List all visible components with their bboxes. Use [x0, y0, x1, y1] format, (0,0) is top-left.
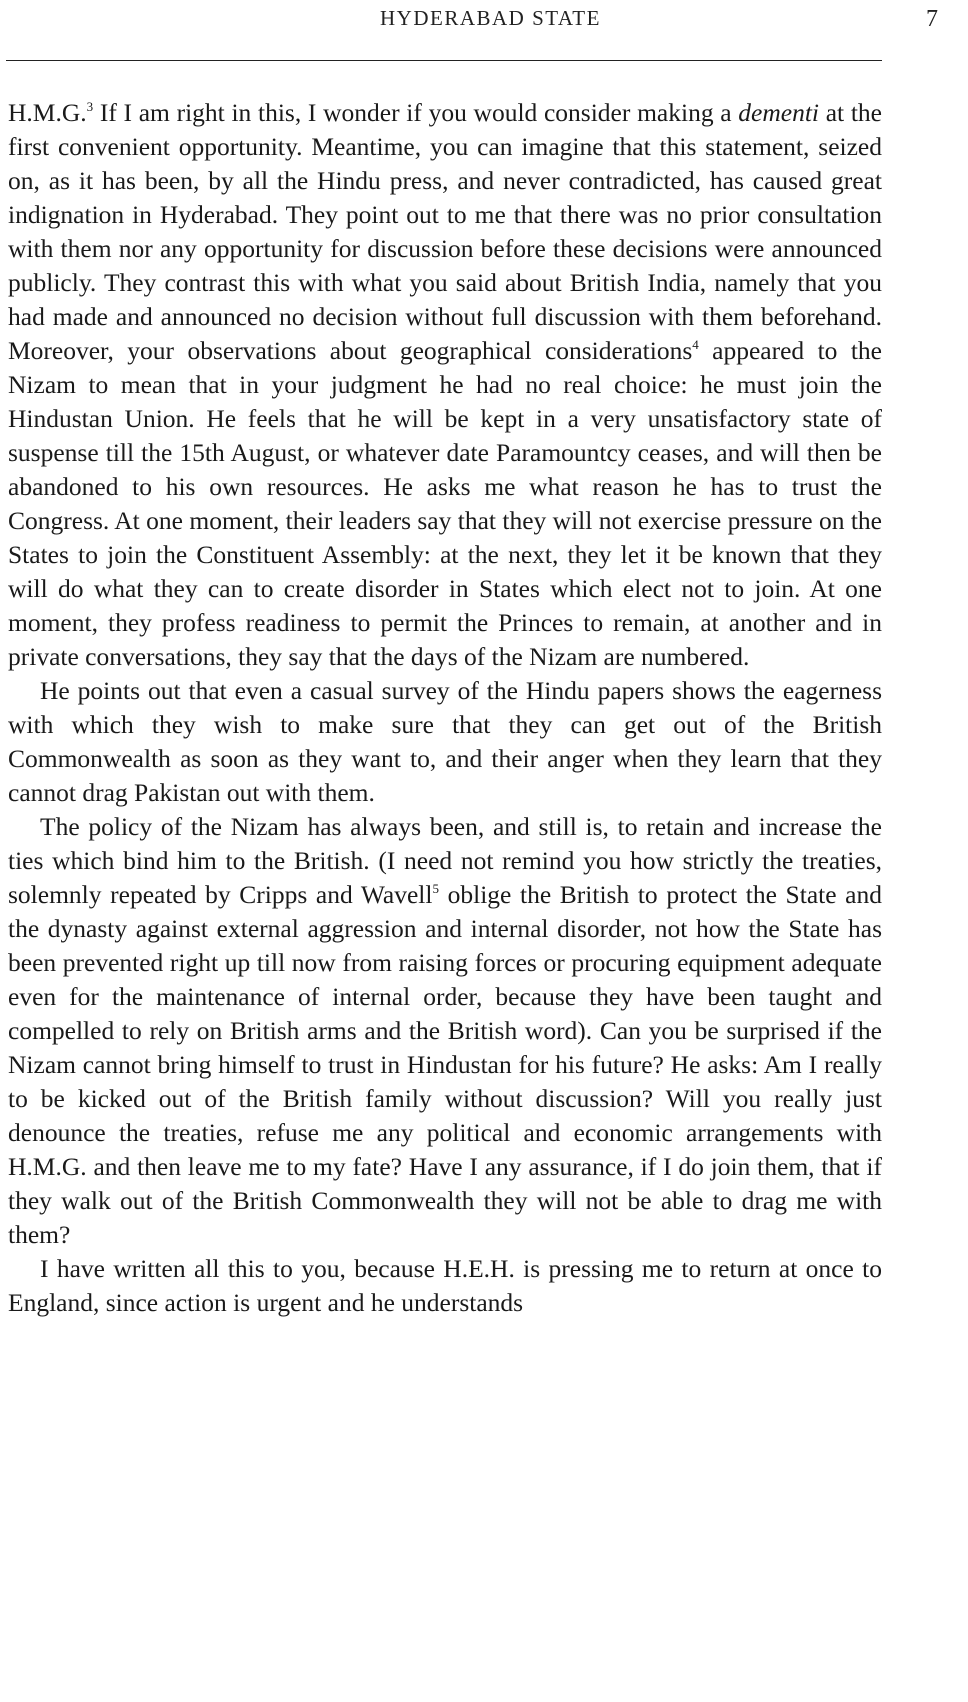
paragraph-3 [8, 810, 882, 1252]
running-head: HYDERABAD STATE [380, 6, 601, 30]
paragraph-4: I have written all this to you, because H.E.H. is pressing me to return at once to England, since action is urgent and he understands [8, 1254, 882, 1317]
italic-term: dementi [738, 98, 820, 127]
page-number: 7 [926, 6, 938, 32]
text-run: H.M.G. [8, 98, 87, 127]
footnote-marker-4: 4 [692, 337, 699, 352]
body-text [8, 96, 882, 1320]
text-run: If I am right in this, I wonder if you would consider making a [93, 98, 739, 127]
text-run: The policy of the Nizam has always been, and still is, to retain and increase the ties which bind him to the British. (I need not remind you how strictly the treaties, solemnly repeated by Cripps and Wavell [8, 812, 882, 909]
paragraph-1 [8, 96, 882, 674]
text-run: appeared to the Nizam to mean that in your judgment he had no real choice: he must join the Hindustan Union. He feels that he will be kept in a very unsatisfactory state of suspense till the 15th August, or whatever date Paramountcy ceases, and will then be abandoned to his own resources. He asks me what reason he has to trust the Congress. At one moment, their leaders say that they will not exercise pressure on the States to join the Constituent Assembly: at the next, they let it be known that they will do what they can to create disorder in States which elect not to join. At one moment, they profess readiness to permit the Princes to remain, at another and in private conversations, they say that the days of the Nizam are numbered. [8, 336, 882, 671]
header-rule [6, 60, 882, 61]
footnote-marker-3: 3 [86, 99, 94, 114]
paragraph-2: He points out that even a casual survey of the Hindu papers shows the eagerness with which they wish to make sure that they can get out of the British Commonwealth as soon as they want to, and their anger when they learn that they cannot drag Pakistan out with them. [8, 676, 882, 807]
text-run: oblige the British to protect the State and the dynasty against external aggression and internal disorder, not how the State has been prevented right up till now from raising forces or procuring equipment adequate even for the maintenance of internal order, because they have been taught and compelled to rely on British arms and the British word). Can you be surprised if the Nizam cannot bring himself to trust in Hindustan for his future? He asks: Am I really to be kicked out of the British family without discussion? Will you really just denounce the treaties, refuse me any political and economic arrangements with H.M.G. and then leave me to my fate? Have I any assurance, if I do join them, that if they walk out of the British Commonwealth they will not be able to drag me with them? [8, 880, 882, 1249]
text-run: at the first convenient opportunity. Meantime, you can imagine that this statement, seized on, as it has been, by all the Hindu press, and never contradicted, has caused great indignation in Hyderabad. They point out to me that there was no prior consultation with them nor any opportunity for discussion before these decisions were announced publicly. They contrast this with what you said about British India, namely that you had made and announced no decision without full discussion with them beforehand. Moreover, your observations about geographical considerations [8, 98, 882, 365]
footnote-marker-5: 5 [432, 881, 439, 896]
